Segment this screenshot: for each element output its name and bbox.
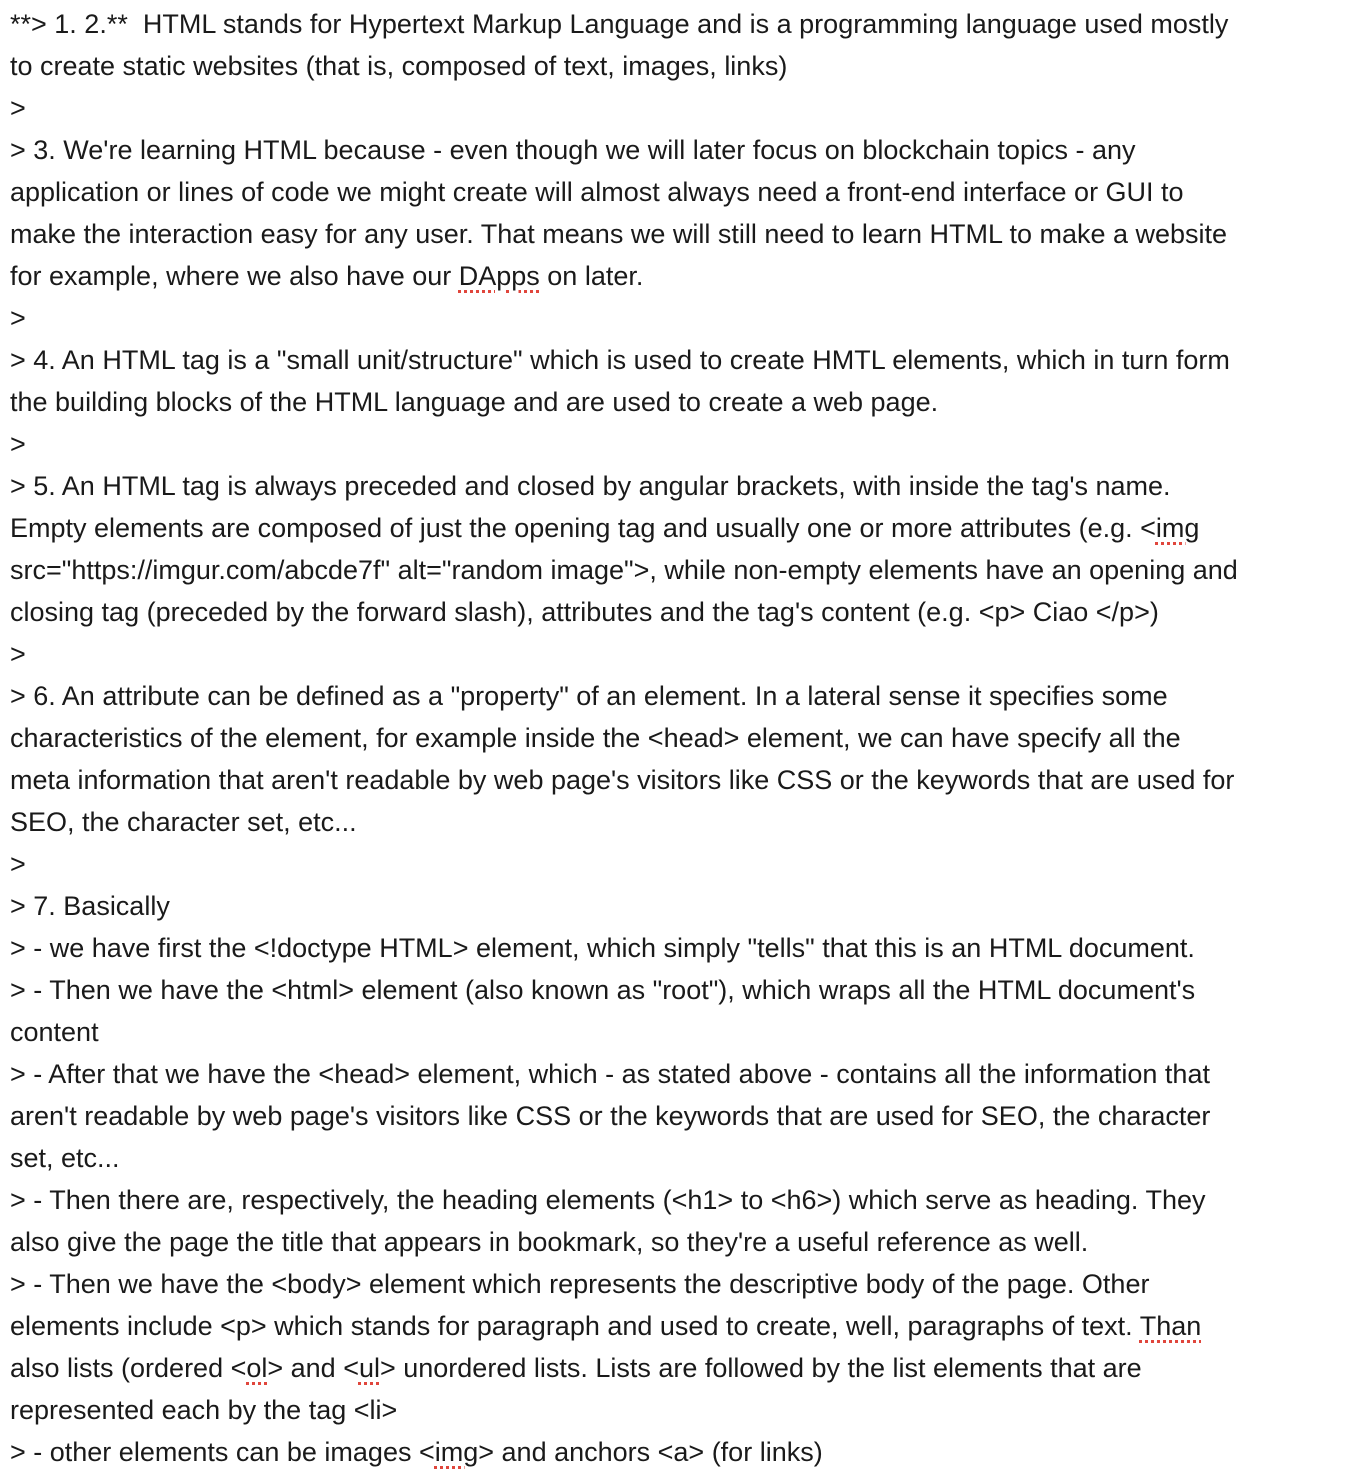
text-line[interactable] [10,213,1366,255]
text-run: > [10,429,26,459]
text-line[interactable] [10,171,1366,213]
text-line[interactable] [10,1347,1366,1389]
text-line[interactable] [10,969,1366,1011]
text-line[interactable] [10,255,1366,297]
text-line[interactable] [10,1305,1366,1347]
text-line[interactable] [10,339,1366,381]
text-line[interactable] [10,45,1366,87]
text-line[interactable] [10,759,1366,801]
text-line[interactable] [10,1137,1366,1179]
text-run: > 4. An HTML tag is a "small unit/structure" which is used to create HMTL elements, which in turn form [10,345,1230,375]
text-line[interactable] [10,297,1366,339]
text-line[interactable] [10,927,1366,969]
text-line[interactable] [10,423,1366,465]
text-line[interactable] [10,591,1366,633]
misspelled-word[interactable]: ul [358,1353,380,1383]
text-line[interactable] [10,87,1366,129]
text-line[interactable] [10,1011,1366,1053]
misspelled-word[interactable]: img [1155,513,1200,543]
text-line[interactable] [10,465,1366,507]
text-line[interactable] [10,843,1366,885]
text-run: > - Then there are, respectively, the heading elements (<h1> to <h6>) which serve as heading. They [10,1185,1206,1215]
text-run: on later. [539,261,644,291]
text-run: > - Then we have the <html> element (also known as "root"), which wraps all the HTML document's [10,975,1196,1005]
text-line[interactable] [10,1263,1366,1305]
text-run: for example, where we also have our [10,261,459,291]
text-run: > and anchors <a> (for links) [478,1437,823,1467]
text-line[interactable] [10,717,1366,759]
text-line[interactable] [10,1389,1366,1431]
text-line[interactable] [10,1431,1366,1473]
text-run: > 6. An attribute can be defined as a "property" of an element. In a lateral sense it specifies some [10,681,1168,711]
text-run: > [10,303,26,333]
text-run: SEO, the character set, etc... [10,807,357,837]
text-run: content [10,1017,99,1047]
text-run: closing tag (preceded by the forward slash), attributes and the tag's content (e.g. <p> Ciao </p>) [10,597,1159,627]
text-run: also give the page the title that appears in bookmark, so they're a useful reference as well. [10,1227,1089,1257]
text-run: > and < [267,1353,359,1383]
text-run: the building blocks of the HTML language and are used to create a web page. [10,387,939,417]
text-line[interactable] [10,507,1366,549]
text-run: > - we have first the <!doctype HTML> element, which simply "tells" that this is an HTML document. [10,933,1195,963]
text-line[interactable] [10,549,1366,591]
text-line[interactable] [10,633,1366,675]
misspelled-word[interactable]: Than [1139,1311,1202,1341]
text-run: > - Then we have the <body> element which represents the descriptive body of the page. Other [10,1269,1150,1299]
text-line[interactable] [10,801,1366,843]
text-run: > - After that we have the <head> element, which - as stated above - contains all the information that [10,1059,1210,1089]
text-run: > [10,849,26,879]
text-line[interactable] [10,381,1366,423]
text-run: > 5. An HTML tag is always preceded and closed by angular brackets, with inside the tag's name. [10,471,1171,501]
text-run: Empty elements are composed of just the opening tag and usually one or more attributes (e.g. < [10,513,1156,543]
text-run: src="https://imgur.com/abcde7f" alt="random image">, while non-empty elements have an opening and [10,555,1238,585]
text-run: aren't readable by web page's visitors like CSS or the keywords that are used for SEO, the character [10,1101,1211,1131]
text-run: elements include <p> which stands for paragraph and used to create, well, paragraphs of text. [10,1311,1140,1341]
text-run: > [10,639,26,669]
misspelled-word[interactable]: ol [246,1353,268,1383]
text-line[interactable] [10,1095,1366,1137]
text-run: characteristics of the element, for example inside the <head> element, we can have specify all the [10,723,1181,753]
misspelled-word[interactable]: img [434,1437,479,1467]
text-run: > - other elements can be images < [10,1437,435,1467]
text-run: to create static websites (that is, composed of text, images, links) [10,51,788,81]
text-line[interactable] [10,675,1366,717]
text-run: > unordered lists. Lists are followed by the list elements that are [379,1353,1142,1383]
text-run: **> 1. 2.** HTML stands for Hypertext Markup Language and is a programming language used mostly [10,9,1229,39]
misspelled-word[interactable]: DApps [458,261,540,291]
text-editor-area[interactable] [10,3,1366,1473]
text-line[interactable] [10,1053,1366,1095]
text-line[interactable] [10,1179,1366,1221]
text-line[interactable] [10,1221,1366,1263]
text-line[interactable] [10,129,1366,171]
text-run: represented each by the tag <li> [10,1395,398,1425]
text-run: make the interaction easy for any user. That means we will still need to learn HTML to make a website [10,219,1228,249]
text-run: application or lines of code we might create will almost always need a front-end interface or GUI to [10,177,1184,207]
text-run: meta information that aren't readable by web page's visitors like CSS or the keywords that are used for [10,765,1235,795]
text-run: > [10,93,26,123]
text-run: set, etc... [10,1143,120,1173]
text-line[interactable] [10,885,1366,927]
text-run: > 7. Basically [10,891,170,921]
text-run: also lists (ordered < [10,1353,247,1383]
text-run: > 3. We're learning HTML because - even though we will later focus on blockchain topics - any [10,135,1136,165]
text-line[interactable] [10,3,1366,45]
